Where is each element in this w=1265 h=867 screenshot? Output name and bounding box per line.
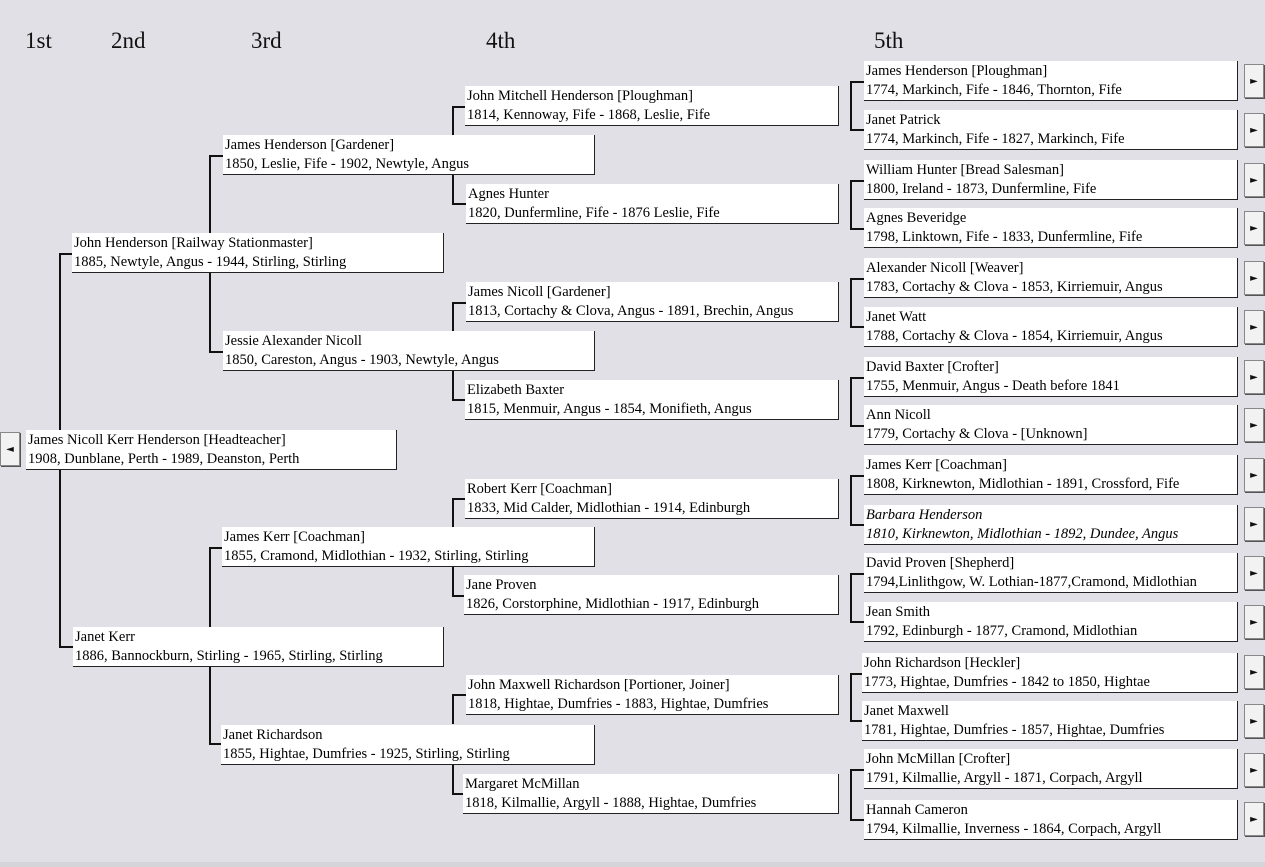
- person-box-gen3-3[interactable]: [222, 527, 595, 567]
- person-details: 1773, Hightae, Dumfries - 1842 to 1850, Hightae: [864, 674, 1150, 690]
- person-details: 1781, Hightae, Dumfries - 1857, Hightae, Dumfries: [864, 722, 1165, 738]
- back-button[interactable]: [0, 432, 20, 466]
- forward-button[interactable]: [1244, 704, 1264, 738]
- person-name: James Henderson [Ploughman]: [866, 63, 1048, 79]
- person-details: 1794, Kilmallie, Inverness - 1864, Corpach, Argyll: [866, 821, 1162, 837]
- generation-header-2: 2nd: [111, 28, 146, 53]
- person-details: 1800, Ireland - 1873, Dunfermline, Fife: [866, 181, 1097, 197]
- person-box-gen5-6[interactable]: [864, 307, 1238, 347]
- forward-button[interactable]: [1244, 64, 1264, 98]
- right-triangle-icon: ►: [1250, 666, 1258, 678]
- person-name: Janet Watt: [866, 309, 927, 325]
- person-name: John Mitchell Henderson [Ploughman]: [467, 88, 693, 104]
- right-triangle-icon: ►: [1250, 272, 1258, 284]
- person-details: 1826, Corstorphine, Midlothian - 1917, Edinburgh: [466, 596, 759, 612]
- person-box-gen1[interactable]: [26, 430, 397, 470]
- right-triangle-icon: ►: [1250, 124, 1258, 136]
- forward-button[interactable]: [1244, 163, 1264, 197]
- right-triangle-icon: ►: [1250, 764, 1258, 776]
- person-box-gen5-13[interactable]: [862, 653, 1238, 693]
- person-details: 1886, Bannockburn, Stirling - 1965, Stirling, Stirling: [75, 648, 383, 664]
- forward-button[interactable]: [1244, 310, 1264, 344]
- person-box-gen2-mother[interactable]: [73, 627, 444, 667]
- person-box-gen4-8[interactable]: [463, 774, 839, 814]
- person-name: John Henderson [Railway Stationmaster]: [74, 235, 313, 251]
- person-name: Agnes Hunter: [468, 186, 549, 202]
- forward-button[interactable]: [1244, 802, 1264, 836]
- person-details: 1818, Hightae, Dumfries - 1883, Hightae, Dumfries: [468, 696, 769, 712]
- person-box-gen5-15[interactable]: [864, 749, 1238, 789]
- person-name: Agnes Beveridge: [866, 210, 967, 226]
- person-details: 1885, Newtyle, Angus - 1944, Stirling, Stirling: [74, 254, 347, 270]
- person-box-gen5-1[interactable]: [864, 61, 1238, 101]
- person-box-gen5-3[interactable]: [864, 160, 1238, 200]
- right-triangle-icon: ►: [1250, 371, 1258, 383]
- forward-button[interactable]: [1244, 605, 1264, 639]
- right-triangle-icon: ►: [1250, 75, 1258, 87]
- person-details: 1818, Kilmallie, Argyll - 1888, Hightae, Dumfries: [465, 795, 757, 811]
- generation-header-3: 3rd: [251, 28, 282, 53]
- person-name: Ann Nicoll: [866, 407, 931, 423]
- right-triangle-icon: ►: [1250, 222, 1258, 234]
- person-name: John McMillan [Crofter]: [866, 751, 1011, 767]
- person-details: 1814, Kennoway, Fife - 1868, Leslie, Fife: [467, 107, 711, 123]
- person-box-gen5-5[interactable]: [864, 258, 1238, 298]
- person-box-gen5-4[interactable]: [864, 208, 1238, 248]
- person-box-gen5-11[interactable]: [864, 553, 1238, 593]
- forward-button[interactable]: [1244, 753, 1264, 787]
- person-box-gen4-6[interactable]: [464, 575, 839, 615]
- person-name: William Hunter [Bread Salesman]: [866, 162, 1064, 178]
- person-details: 1820, Dunfermline, Fife - 1876 Leslie, Fife: [468, 205, 720, 221]
- person-details: 1810, Kirknewton, Midlothian - 1892, Dundee, Angus: [866, 526, 1179, 542]
- person-box-gen4-1[interactable]: [465, 86, 839, 126]
- person-box-gen5-7[interactable]: [864, 357, 1238, 397]
- person-box-gen5-12[interactable]: [864, 602, 1238, 642]
- person-details: 1788, Cortachy & Clova - 1854, Kirriemuir, Angus: [866, 328, 1163, 344]
- forward-button[interactable]: [1244, 360, 1264, 394]
- forward-button[interactable]: [1244, 655, 1264, 689]
- generation-header-1: 1st: [25, 28, 52, 53]
- person-box-gen5-2[interactable]: [864, 110, 1238, 150]
- person-details: 1850, Leslie, Fife - 1902, Newtyle, Angus: [225, 156, 470, 172]
- left-triangle-icon: ◄: [6, 443, 14, 455]
- forward-button[interactable]: [1244, 113, 1264, 147]
- person-name: James Kerr [Coachman]: [866, 457, 1007, 473]
- forward-button[interactable]: [1244, 556, 1264, 590]
- person-name: David Baxter [Crofter]: [866, 359, 999, 375]
- person-box-gen5-9[interactable]: [864, 455, 1238, 495]
- person-name: Janet Kerr: [75, 629, 135, 645]
- person-name: John Maxwell Richardson [Portioner, Joiner]: [468, 677, 730, 693]
- person-details: 1808, Kirknewton, Midlothian - 1891, Crossford, Fife: [866, 476, 1180, 492]
- right-triangle-icon: ►: [1250, 616, 1258, 628]
- person-name: James Henderson [Gardener]: [225, 137, 395, 153]
- person-name: Jane Proven: [466, 577, 537, 593]
- person-name: Janet Maxwell: [864, 703, 949, 719]
- forward-button[interactable]: [1244, 507, 1264, 541]
- person-details: 1791, Kilmallie, Argyll - 1871, Corpach, Argyll: [866, 770, 1143, 786]
- person-name: Elizabeth Baxter: [467, 382, 565, 398]
- person-details: 1813, Cortachy & Clova, Angus - 1891, Brechin, Angus: [468, 303, 794, 319]
- person-details: 1792, Edinburgh - 1877, Cramond, Midlothian: [866, 623, 1138, 639]
- generation-header-5: 5th: [874, 28, 904, 53]
- person-box-gen3-4[interactable]: [221, 725, 595, 765]
- person-name: Hannah Cameron: [866, 802, 968, 818]
- person-details: 1779, Cortachy & Clova - [Unknown]: [866, 426, 1088, 442]
- person-name: David Proven [Shepherd]: [866, 555, 1015, 571]
- person-details: 1815, Menmuir, Angus - 1854, Monifieth, Angus: [467, 401, 752, 417]
- person-box-gen5-16[interactable]: [864, 800, 1238, 840]
- right-triangle-icon: ►: [1250, 715, 1258, 727]
- person-name: James Nicoll [Gardener]: [468, 284, 611, 300]
- person-name: Robert Kerr [Coachman]: [467, 481, 612, 497]
- person-details: 1774, Markinch, Fife - 1846, Thornton, Fife: [866, 82, 1122, 98]
- forward-button[interactable]: [1244, 261, 1264, 295]
- person-details: 1855, Cramond, Midlothian - 1932, Stirling, Stirling: [224, 548, 529, 564]
- person-box-gen3-2[interactable]: [223, 331, 595, 371]
- forward-button[interactable]: [1244, 211, 1264, 245]
- forward-button[interactable]: [1244, 408, 1264, 442]
- person-box-gen4-3[interactable]: [466, 282, 839, 322]
- person-box-gen2-father[interactable]: [72, 233, 444, 273]
- person-name: Alexander Nicoll [Weaver]: [866, 260, 1024, 276]
- right-triangle-icon: ►: [1250, 567, 1258, 579]
- generation-header-4: 4th: [486, 28, 516, 53]
- person-details: 1850, Careston, Angus - 1903, Newtyle, Angus: [225, 352, 499, 368]
- person-box-gen3-1[interactable]: [223, 135, 595, 175]
- person-details: 1774, Markinch, Fife - 1827, Markinch, Fife: [866, 131, 1125, 147]
- person-details: 1755, Menmuir, Angus - Death before 1841: [866, 378, 1120, 394]
- right-triangle-icon: ►: [1250, 518, 1258, 530]
- person-box-gen5-8[interactable]: [864, 405, 1238, 445]
- person-name: Jessie Alexander Nicoll: [225, 333, 362, 349]
- right-triangle-icon: ►: [1250, 419, 1258, 431]
- person-box-gen4-4[interactable]: [465, 380, 839, 420]
- right-triangle-icon: ►: [1250, 174, 1258, 186]
- person-details: 1783, Cortachy & Clova - 1853, Kirriemuir, Angus: [866, 279, 1163, 295]
- person-name: John Richardson [Heckler]: [864, 655, 1021, 671]
- person-box-gen4-5[interactable]: [465, 479, 839, 519]
- person-name: James Kerr [Coachman]: [224, 529, 365, 545]
- person-details: 1855, Hightae, Dumfries - 1925, Stirling, Stirling: [223, 746, 510, 762]
- forward-button[interactable]: [1244, 458, 1264, 492]
- person-details: 1908, Dunblane, Perth - 1989, Deanston, Perth: [28, 451, 300, 467]
- right-triangle-icon: ►: [1250, 469, 1258, 481]
- bottom-divider: [0, 862, 1265, 867]
- person-details: 1833, Mid Calder, Midlothian - 1914, Edinburgh: [467, 500, 751, 516]
- person-details: 1798, Linktown, Fife - 1833, Dunfermline, Fife: [866, 229, 1143, 245]
- person-box-gen4-7[interactable]: [466, 675, 839, 715]
- person-name: James Nicoll Kerr Henderson [Headteacher]: [28, 432, 286, 448]
- person-name: Janet Patrick: [866, 112, 941, 128]
- person-box-gen5-10[interactable]: [864, 505, 1238, 545]
- person-name: Jean Smith: [866, 604, 931, 620]
- person-box-gen4-2[interactable]: [466, 184, 839, 224]
- person-details: 1794,Linlithgow, W. Lothian-1877,Cramond, Midlothian: [866, 574, 1197, 590]
- person-box-gen5-14[interactable]: [862, 701, 1238, 741]
- right-triangle-icon: ►: [1250, 813, 1258, 825]
- person-name: Margaret McMillan: [465, 776, 580, 792]
- person-name: Janet Richardson: [223, 727, 323, 743]
- right-triangle-icon: ►: [1250, 321, 1258, 333]
- person-name: Barbara Henderson: [866, 507, 983, 523]
